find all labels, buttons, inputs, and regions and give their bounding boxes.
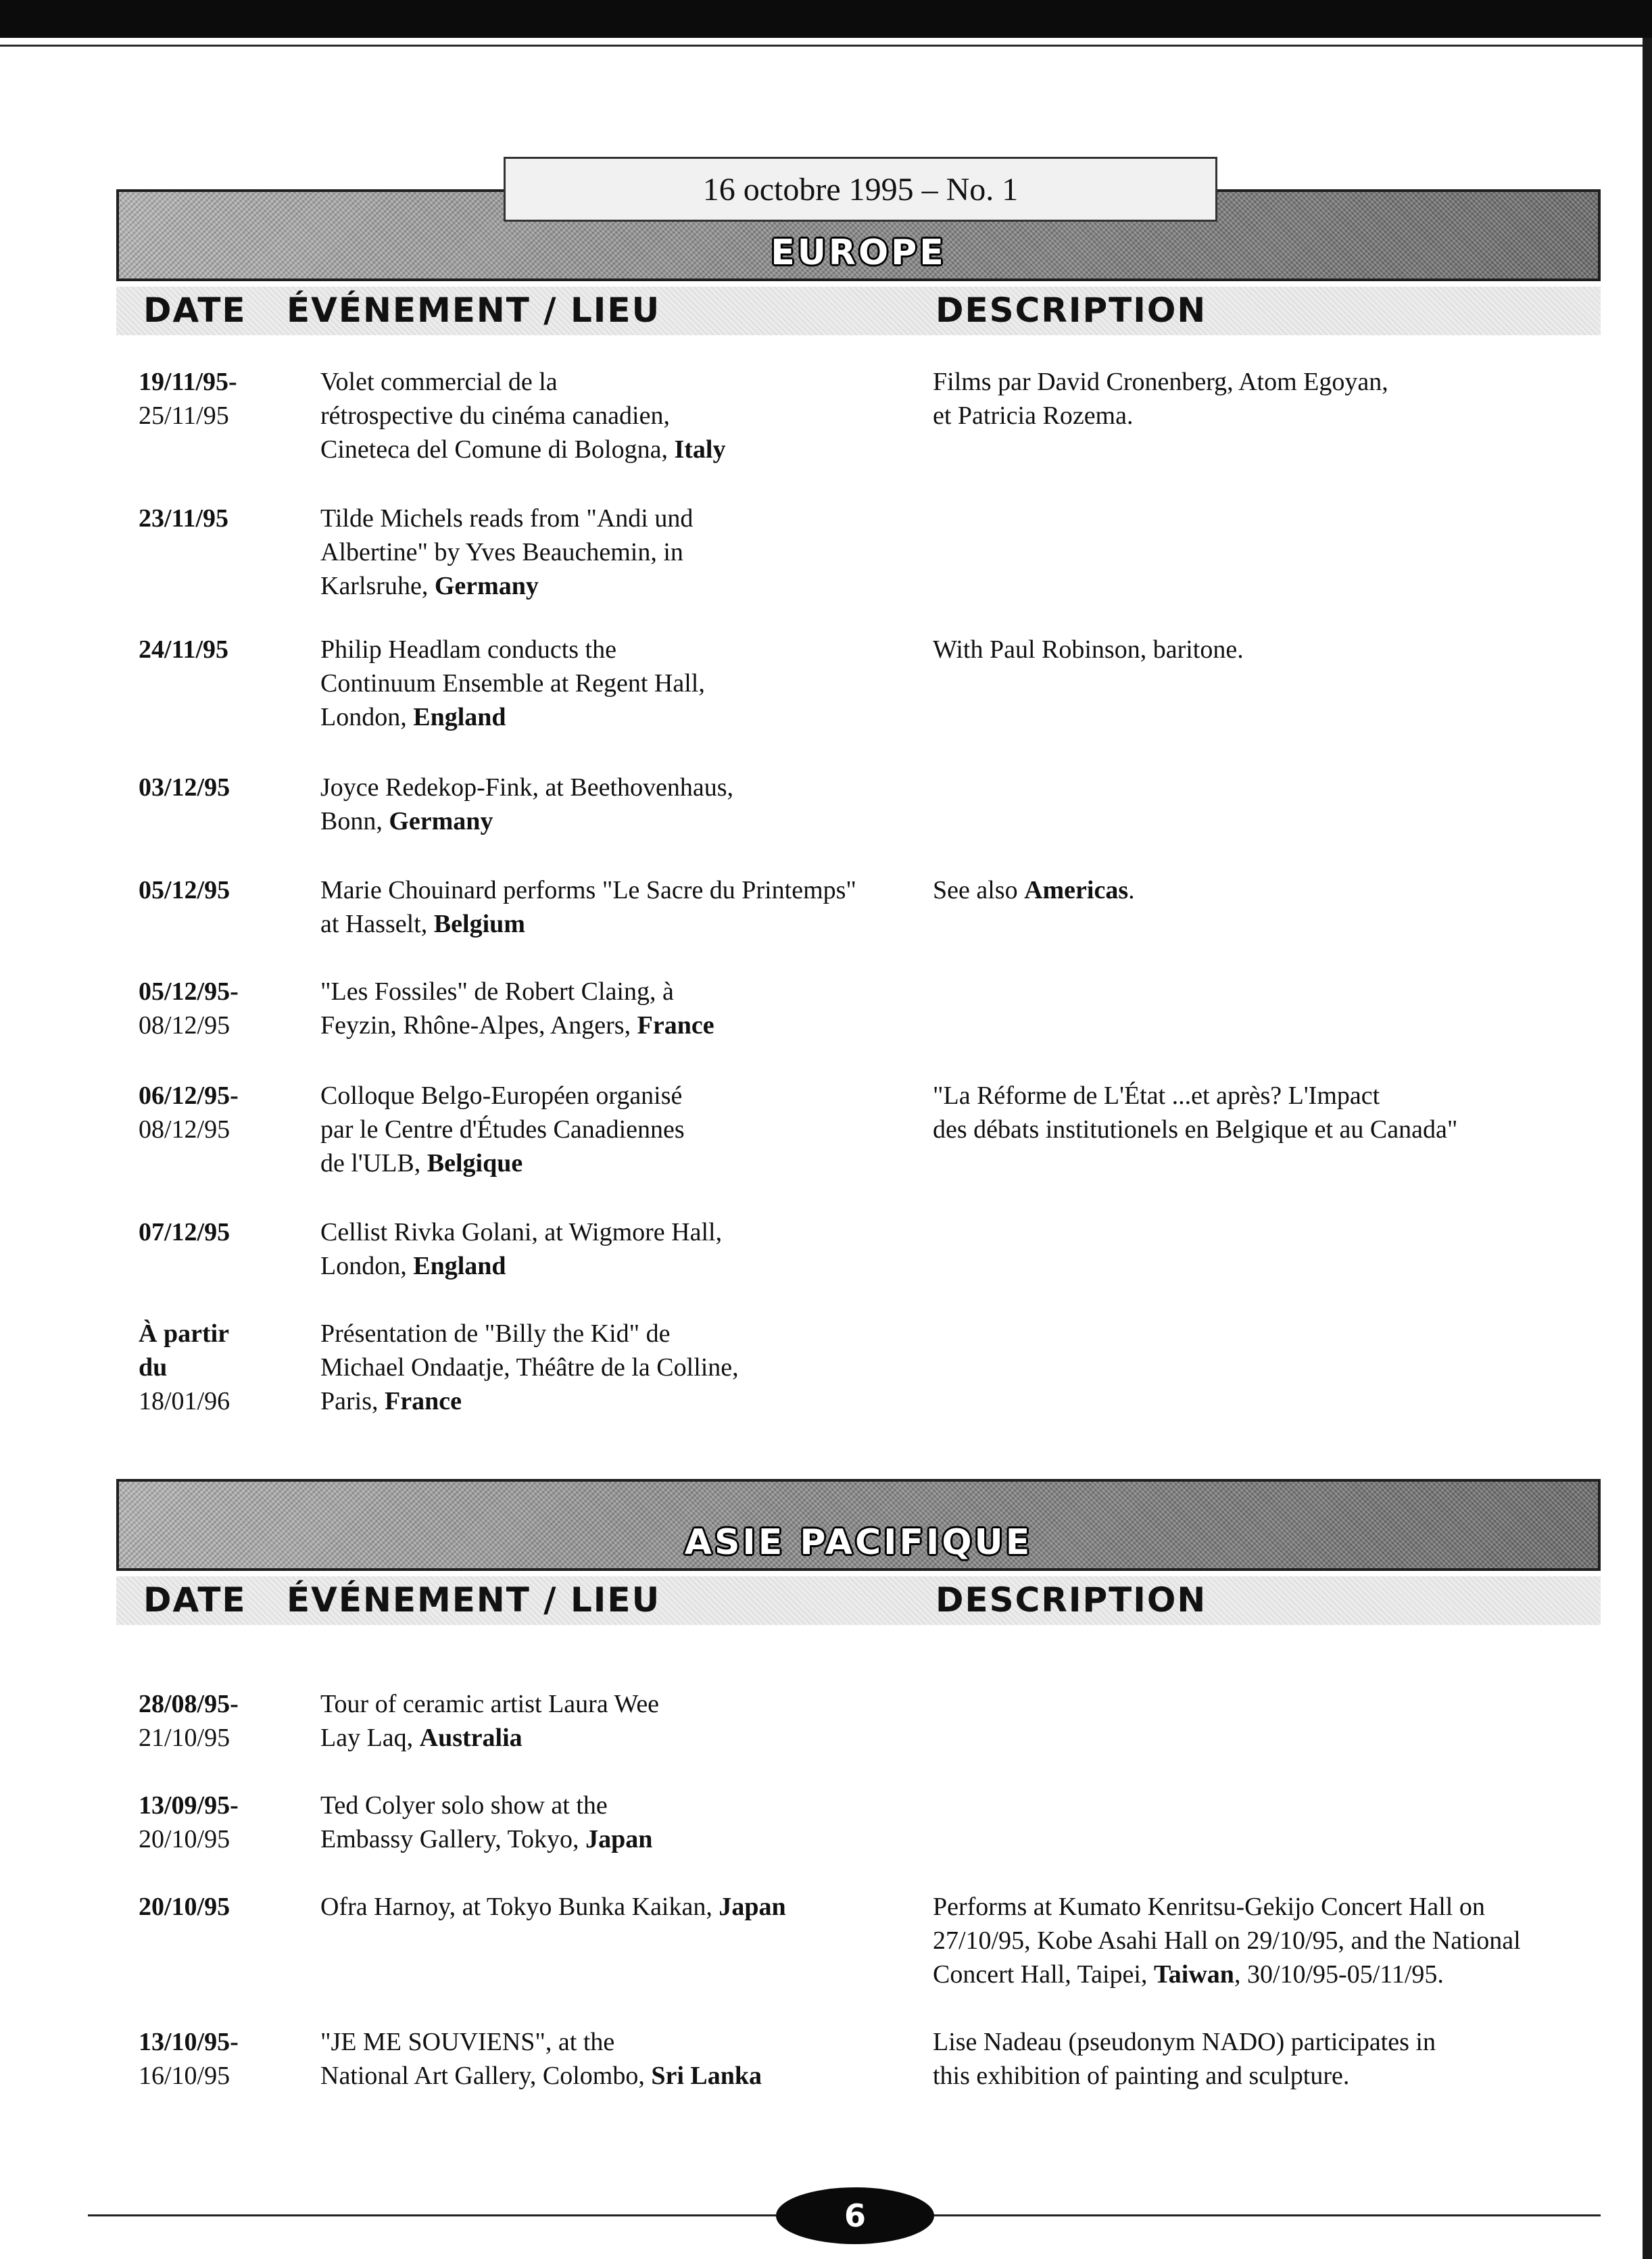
text-segment: des débats institutionels en Belgique et au Canada" bbox=[933, 1115, 1458, 1144]
event-line bbox=[320, 804, 902, 838]
event-line bbox=[320, 1317, 902, 1351]
text-segment: Joyce Redekop-Fink, at Beethovenhaus, bbox=[320, 773, 734, 802]
entry-date bbox=[139, 365, 287, 433]
event-line bbox=[320, 1079, 902, 1113]
event-line bbox=[320, 365, 902, 399]
entry-date bbox=[139, 633, 287, 666]
entry-date bbox=[139, 1890, 287, 1924]
entry-event bbox=[320, 771, 902, 838]
entry-event bbox=[320, 2025, 902, 2093]
date-line: 23/11/95 bbox=[139, 504, 229, 533]
text-segment: Karlsruhe, bbox=[320, 572, 435, 600]
event-line bbox=[320, 2025, 902, 2059]
location-emphasis: Americas bbox=[1024, 876, 1129, 904]
event-line bbox=[320, 1384, 902, 1418]
date-line: 16/10/95 bbox=[139, 2062, 230, 2090]
event-line bbox=[320, 1687, 902, 1721]
location-emphasis: England bbox=[413, 1252, 506, 1280]
text-segment: London, bbox=[320, 1252, 414, 1280]
entry-date bbox=[139, 975, 287, 1042]
description-line bbox=[933, 1890, 1575, 1924]
text-segment: Lise Nadeau (pseudonym NADO) participates in bbox=[933, 2028, 1436, 2056]
text-segment: See also bbox=[933, 876, 1025, 904]
location-emphasis: France bbox=[385, 1387, 462, 1415]
text-segment: , 30/10/95-05/11/95. bbox=[1234, 1960, 1444, 1989]
event-line bbox=[320, 1721, 902, 1755]
date-line: 13/09/95- bbox=[139, 1791, 239, 1820]
description-line bbox=[933, 2025, 1575, 2059]
event-line bbox=[320, 771, 902, 804]
date-line: 03/12/95 bbox=[139, 773, 230, 802]
date-line: du bbox=[139, 1353, 168, 1382]
entry-date bbox=[139, 1215, 287, 1249]
scan-border-right bbox=[1643, 38, 1652, 2259]
date-line: À partir bbox=[139, 1319, 230, 1348]
event-line bbox=[320, 569, 902, 603]
page-number-badge bbox=[776, 2187, 934, 2244]
date-line: 24/11/95 bbox=[139, 635, 229, 664]
text-segment: Philip Headlam conducts the bbox=[320, 635, 616, 664]
entry-event bbox=[320, 502, 902, 603]
text-segment: "Les Fossiles" de Robert Claing, à bbox=[320, 977, 674, 1006]
entry-description bbox=[933, 2025, 1575, 2093]
text-segment: Embassy Gallery, Tokyo, bbox=[320, 1825, 586, 1853]
text-segment: "La Réforme de L'État ...et après? L'Impact bbox=[933, 1082, 1380, 1110]
entry-description bbox=[933, 1890, 1575, 1991]
entry-event bbox=[320, 365, 902, 466]
event-line bbox=[320, 666, 902, 700]
text-segment: Paris, bbox=[320, 1387, 385, 1415]
entry-event bbox=[320, 975, 902, 1042]
text-segment: Cineteca del Comune di Bologna, bbox=[320, 435, 675, 464]
location-emphasis: England bbox=[413, 703, 506, 731]
entry-event bbox=[320, 1687, 902, 1755]
description-line bbox=[933, 399, 1575, 433]
text-segment: Performs at Kumato Kenritsu-Gekijo Concert Hall on bbox=[933, 1893, 1485, 1921]
event-line bbox=[320, 2059, 902, 2093]
location-emphasis: Belgium bbox=[433, 910, 525, 938]
footer-rule-right bbox=[934, 2214, 1601, 2216]
entry-date bbox=[139, 1079, 287, 1146]
description-line bbox=[933, 1113, 1575, 1146]
entry-event bbox=[320, 1789, 902, 1856]
event-line bbox=[320, 700, 902, 734]
issue-box bbox=[504, 157, 1217, 222]
date-line: 21/10/95 bbox=[139, 1724, 230, 1752]
description-line bbox=[933, 1924, 1575, 1958]
page-number: 6 bbox=[844, 2197, 866, 2234]
text-segment: London, bbox=[320, 703, 414, 731]
entry-description bbox=[933, 365, 1575, 433]
text-segment: Ofra Harnoy, at Tokyo Bunka Kaikan, bbox=[320, 1893, 719, 1921]
date-line: 05/12/95- bbox=[139, 977, 239, 1006]
text-segment: With Paul Robinson, baritone. bbox=[933, 635, 1244, 664]
asia-section-title: ASIE PACIFIQUE bbox=[684, 1522, 1033, 1563]
event-line bbox=[320, 1351, 902, 1384]
location-emphasis: Australia bbox=[419, 1724, 523, 1752]
text-segment: Marie Chouinard performs "Le Sacre du Printemps" bbox=[320, 876, 856, 904]
event-line bbox=[320, 1789, 902, 1822]
date-line: 13/10/95- bbox=[139, 2028, 239, 2056]
text-segment: rétrospective du cinéma canadien, bbox=[320, 402, 670, 430]
date-line: 18/01/96 bbox=[139, 1387, 230, 1415]
entry-date bbox=[139, 1687, 287, 1755]
entry-description bbox=[933, 873, 1575, 907]
date-column-header: DATE bbox=[143, 1580, 247, 1620]
text-segment: "JE ME SOUVIENS", at the bbox=[320, 2028, 615, 2056]
date-line: 28/08/95- bbox=[139, 1690, 239, 1718]
event-line bbox=[320, 1009, 902, 1042]
date-line: 07/12/95 bbox=[139, 1218, 230, 1246]
issue-label: 16 octobre 1995 – No. 1 bbox=[702, 171, 1019, 208]
event-line bbox=[320, 1890, 902, 1924]
date-line: 20/10/95 bbox=[139, 1825, 230, 1853]
location-emphasis: Taiwan bbox=[1153, 1960, 1234, 1989]
date-line: 05/12/95 bbox=[139, 876, 230, 904]
description-line bbox=[933, 1958, 1575, 1991]
event-line bbox=[320, 535, 902, 569]
entry-description bbox=[933, 1079, 1575, 1146]
entry-event bbox=[320, 1317, 902, 1418]
text-segment: this exhibition of painting and sculpture. bbox=[933, 2062, 1350, 2090]
description-line bbox=[933, 365, 1575, 399]
asia-section-bar bbox=[116, 1479, 1601, 1571]
date-line: 19/11/95- bbox=[139, 368, 237, 396]
text-segment: 27/10/95, Kobe Asahi Hall on 29/10/95, and the National bbox=[933, 1926, 1521, 1955]
text-segment: Lay Laq, bbox=[320, 1724, 420, 1752]
entry-date bbox=[139, 502, 287, 535]
text-segment: et Patricia Rozema. bbox=[933, 402, 1134, 430]
text-segment: de l'ULB, bbox=[320, 1149, 427, 1177]
date-line: 25/11/95 bbox=[139, 402, 229, 430]
location-emphasis: France bbox=[637, 1011, 714, 1040]
text-segment: Présentation de "Billy the Kid" de bbox=[320, 1319, 671, 1348]
event-line bbox=[320, 1822, 902, 1856]
date-line: 08/12/95 bbox=[139, 1011, 230, 1040]
entry-date bbox=[139, 1789, 287, 1856]
europe-column-headers bbox=[116, 287, 1601, 335]
event-column-header: ÉVÉNEMENT / LIEU bbox=[287, 291, 661, 330]
event-line bbox=[320, 502, 902, 535]
entry-event bbox=[320, 873, 902, 941]
entry-date bbox=[139, 873, 287, 907]
text-segment: par le Centre d'Études Canadiennes bbox=[320, 1115, 685, 1144]
entry-date bbox=[139, 1317, 287, 1418]
text-segment: Concert Hall, Taipei, bbox=[933, 1960, 1154, 1989]
description-column-header: DESCRIPTION bbox=[936, 1580, 1207, 1620]
entry-event bbox=[320, 1215, 902, 1283]
location-emphasis: Belgique bbox=[427, 1149, 523, 1177]
text-segment: Bonn, bbox=[320, 807, 389, 835]
description-line bbox=[933, 873, 1575, 907]
text-segment: at Hasselt, bbox=[320, 910, 434, 938]
event-line bbox=[320, 873, 902, 907]
event-line bbox=[320, 907, 902, 941]
text-segment: Tour of ceramic artist Laura Wee bbox=[320, 1690, 660, 1718]
scan-line bbox=[0, 45, 1652, 47]
entry-date bbox=[139, 771, 287, 804]
event-line bbox=[320, 1215, 902, 1249]
entry-date bbox=[139, 2025, 287, 2093]
asia-column-headers bbox=[116, 1576, 1601, 1625]
date-line: 20/10/95 bbox=[139, 1893, 230, 1921]
event-line bbox=[320, 1146, 902, 1180]
event-line bbox=[320, 433, 902, 466]
event-line bbox=[320, 975, 902, 1009]
text-segment: Cellist Rivka Golani, at Wigmore Hall, bbox=[320, 1218, 723, 1246]
location-emphasis: Germany bbox=[389, 807, 493, 835]
date-column-header: DATE bbox=[143, 291, 247, 330]
location-emphasis: Germany bbox=[434, 572, 539, 600]
location-emphasis: Japan bbox=[585, 1825, 653, 1853]
text-segment: Tilde Michels reads from "Andi und bbox=[320, 504, 694, 533]
text-segment: Feyzin, Rhône-Alpes, Angers, bbox=[320, 1011, 637, 1040]
description-line bbox=[933, 1079, 1575, 1113]
text-segment: Films par David Cronenberg, Atom Egoyan, bbox=[933, 368, 1388, 396]
description-column-header: DESCRIPTION bbox=[936, 291, 1207, 330]
text-segment: Colloque Belgo-Européen organisé bbox=[320, 1082, 683, 1110]
date-line: 08/12/95 bbox=[139, 1115, 230, 1144]
text-segment: Volet commercial de la bbox=[320, 368, 558, 396]
text-segment: Michael Ondaatje, Théâtre de la Colline, bbox=[320, 1353, 739, 1382]
location-emphasis: Japan bbox=[719, 1893, 786, 1921]
text-segment: . bbox=[1128, 876, 1135, 904]
text-segment: Continuum Ensemble at Regent Hall, bbox=[320, 669, 705, 698]
scan-border-top bbox=[0, 0, 1652, 38]
event-line bbox=[320, 1113, 902, 1146]
description-line bbox=[933, 2059, 1575, 2093]
event-line bbox=[320, 633, 902, 666]
event-line bbox=[320, 399, 902, 433]
description-line bbox=[933, 633, 1575, 666]
text-segment: Albertine" by Yves Beauchemin, in bbox=[320, 538, 683, 566]
event-line bbox=[320, 1249, 902, 1283]
entry-description bbox=[933, 633, 1575, 666]
entry-event bbox=[320, 633, 902, 734]
entry-event bbox=[320, 1079, 902, 1180]
date-line: 06/12/95- bbox=[139, 1082, 239, 1110]
event-column-header: ÉVÉNEMENT / LIEU bbox=[287, 1580, 661, 1620]
location-emphasis: Sri Lanka bbox=[651, 2062, 762, 2090]
footer-rule-left bbox=[88, 2214, 776, 2216]
entry-event bbox=[320, 1890, 902, 1924]
europe-section-title: EUROPE bbox=[771, 233, 946, 273]
location-emphasis: Italy bbox=[674, 435, 726, 464]
text-segment: Ted Colyer solo show at the bbox=[320, 1791, 608, 1820]
text-segment: National Art Gallery, Colombo, bbox=[320, 2062, 652, 2090]
